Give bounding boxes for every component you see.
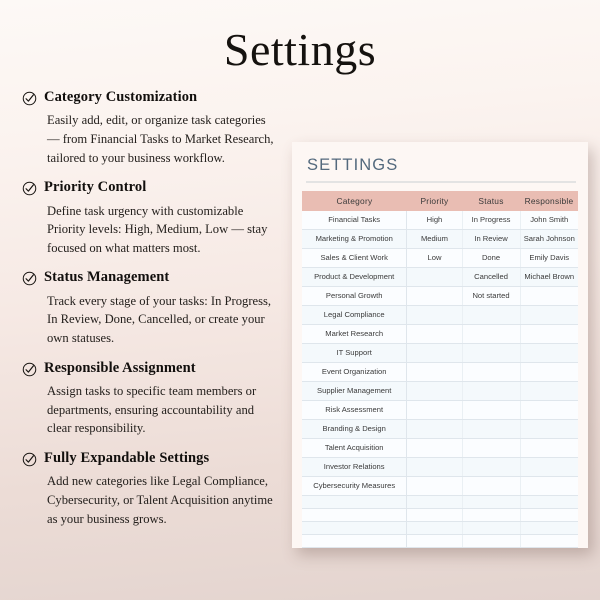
settings-card <box>292 142 588 548</box>
cell-category[interactable]: Risk Assessment <box>302 400 407 419</box>
cell-priority[interactable] <box>407 267 462 286</box>
column-header-category[interactable]: Category <box>302 191 407 211</box>
cell-status[interactable] <box>462 343 520 362</box>
cell-status[interactable] <box>462 521 520 534</box>
cell-responsible[interactable] <box>520 362 578 381</box>
feature-item <box>22 450 280 528</box>
cell-category[interactable]: IT Support <box>302 343 407 362</box>
cell-priority[interactable] <box>407 343 462 362</box>
cell-responsible[interactable] <box>520 495 578 508</box>
cell-responsible[interactable] <box>520 343 578 362</box>
cell-category[interactable]: Marketing & Promotion <box>302 229 407 248</box>
table-row[interactable] <box>302 521 578 534</box>
cell-status[interactable] <box>462 400 520 419</box>
cell-responsible[interactable] <box>520 476 578 495</box>
column-header-responsible[interactable]: Responsible <box>520 191 578 211</box>
cell-priority[interactable] <box>407 508 462 521</box>
cell-category[interactable] <box>302 521 407 534</box>
feature-title: Priority Control <box>44 179 147 196</box>
check-circle-icon <box>22 91 37 106</box>
cell-responsible[interactable] <box>520 286 578 305</box>
cell-category[interactable]: Legal Compliance <box>302 305 407 324</box>
cell-status[interactable] <box>462 324 520 343</box>
feature-title: Status Management <box>44 269 170 286</box>
cell-category[interactable]: Branding & Design <box>302 419 407 438</box>
table-row[interactable] <box>302 343 578 362</box>
feature-item <box>22 89 280 167</box>
table-header-row <box>302 191 578 211</box>
card-title-rule <box>306 181 576 183</box>
settings-table <box>302 191 578 548</box>
cell-responsible[interactable] <box>520 381 578 400</box>
table-row[interactable] <box>302 476 578 495</box>
cell-priority[interactable] <box>407 534 462 547</box>
cell-priority[interactable]: Medium <box>407 229 462 248</box>
feature-header <box>22 179 280 196</box>
column-header-status[interactable]: Status <box>462 191 520 211</box>
table-head <box>302 191 578 211</box>
feature-header <box>22 269 280 286</box>
table-row[interactable] <box>302 305 578 324</box>
feature-title: Fully Expandable Settings <box>44 449 210 466</box>
table-row[interactable] <box>302 457 578 476</box>
cell-priority[interactable] <box>407 521 462 534</box>
cell-category[interactable] <box>302 508 407 521</box>
cell-category[interactable]: Cybersecurity Measures <box>302 476 407 495</box>
cell-category[interactable]: Supplier Management <box>302 381 407 400</box>
cell-responsible[interactable]: Sarah Johnson <box>520 229 578 248</box>
cell-priority[interactable] <box>407 438 462 457</box>
cell-priority[interactable] <box>407 305 462 324</box>
feature-body: Assign tasks to specific team members or departments, ensuring accountability and clear responsibility. <box>47 384 257 436</box>
table-row[interactable] <box>302 286 578 305</box>
cell-category[interactable]: Market Research <box>302 324 407 343</box>
cell-responsible[interactable] <box>520 305 578 324</box>
cell-priority[interactable] <box>407 286 462 305</box>
table-row[interactable] <box>302 400 578 419</box>
cell-priority[interactable] <box>407 400 462 419</box>
feature-title: Responsible Assignment <box>44 359 196 376</box>
check-circle-icon <box>22 362 37 377</box>
cell-category[interactable]: Event Organization <box>302 362 407 381</box>
cell-status[interactable] <box>462 476 520 495</box>
cell-priority[interactable] <box>407 362 462 381</box>
cell-status[interactable]: In Progress <box>462 211 520 230</box>
cell-priority[interactable]: High <box>407 211 462 230</box>
cell-status[interactable]: Cancelled <box>462 267 520 286</box>
cell-priority[interactable] <box>407 381 462 400</box>
table-row[interactable] <box>302 211 578 230</box>
feature-body: Easily add, edit, or organize task categories — from Financial Tasks to Market Research, tailored to your business workflow. <box>47 113 274 165</box>
cell-priority[interactable] <box>407 324 462 343</box>
cell-status[interactable]: In Review <box>462 229 520 248</box>
feature-item <box>22 269 280 347</box>
cell-responsible[interactable] <box>520 508 578 521</box>
cell-category[interactable] <box>302 495 407 508</box>
cell-priority[interactable] <box>407 457 462 476</box>
page-title: Settings <box>223 24 377 75</box>
cell-responsible[interactable] <box>520 534 578 547</box>
feature-item <box>22 360 280 438</box>
cell-status[interactable] <box>462 534 520 547</box>
cell-category[interactable]: Personal Growth <box>302 286 407 305</box>
table-row[interactable] <box>302 362 578 381</box>
cell-status[interactable]: Not started <box>462 286 520 305</box>
feature-header <box>22 450 280 467</box>
card-title: SETTINGS <box>307 155 399 174</box>
feature-item <box>22 179 280 257</box>
cell-category[interactable] <box>302 534 407 547</box>
cell-responsible[interactable] <box>520 419 578 438</box>
table-row[interactable] <box>302 324 578 343</box>
check-circle-icon <box>22 271 37 286</box>
feature-header <box>22 89 280 106</box>
table-row[interactable] <box>302 419 578 438</box>
cell-status[interactable] <box>462 362 520 381</box>
cell-category[interactable]: Product & Development <box>302 267 407 286</box>
cell-status[interactable] <box>462 438 520 457</box>
cell-priority[interactable] <box>407 495 462 508</box>
table-body <box>302 211 578 548</box>
cell-category[interactable]: Investor Relations <box>302 457 407 476</box>
cell-status[interactable] <box>462 305 520 324</box>
table-row[interactable] <box>302 438 578 457</box>
settings-card-column <box>288 89 600 548</box>
cell-responsible[interactable]: John Smith <box>520 211 578 230</box>
table-row[interactable] <box>302 229 578 248</box>
feature-list <box>0 89 288 528</box>
table-row[interactable] <box>302 508 578 521</box>
table-row[interactable] <box>302 495 578 508</box>
cell-category[interactable]: Talent Acquisition <box>302 438 407 457</box>
check-circle-icon <box>22 181 37 196</box>
main-layout <box>0 89 600 548</box>
feature-body: Define task urgency with customizable Priority levels: High, Medium, Low — stay focused on what matters most. <box>47 203 268 255</box>
cell-status[interactable] <box>462 381 520 400</box>
check-circle-icon <box>22 452 37 467</box>
cell-responsible[interactable] <box>520 438 578 457</box>
cell-status[interactable] <box>462 419 520 438</box>
cell-status[interactable] <box>462 457 520 476</box>
table-row[interactable] <box>302 534 578 547</box>
cell-responsible[interactable] <box>520 400 578 419</box>
table-row[interactable] <box>302 381 578 400</box>
cell-responsible[interactable] <box>520 521 578 534</box>
cell-category[interactable]: Financial Tasks <box>302 211 407 230</box>
table-row[interactable] <box>302 248 578 267</box>
cell-priority[interactable]: Low <box>407 248 462 267</box>
cell-status[interactable] <box>462 495 520 508</box>
feature-header <box>22 360 280 377</box>
feature-body: Add new categories like Legal Compliance, Cybersecurity, or Talent Acquisition anytime as your business grows. <box>47 474 273 526</box>
table-row[interactable] <box>302 267 578 286</box>
cell-priority[interactable] <box>407 476 462 495</box>
cell-responsible[interactable]: Emily Davis <box>520 248 578 267</box>
column-header-priority[interactable]: Priority <box>407 191 462 211</box>
cell-responsible[interactable]: Michael Brown <box>520 267 578 286</box>
cell-status[interactable]: Done <box>462 248 520 267</box>
cell-priority[interactable] <box>407 419 462 438</box>
cell-category[interactable]: Sales & Client Work <box>302 248 407 267</box>
feature-body: Track every stage of your tasks: In Progress, In Review, Done, Cancelled, or create your own statuses. <box>47 293 272 346</box>
cell-responsible[interactable] <box>520 324 578 343</box>
cell-status[interactable] <box>462 508 520 521</box>
feature-title: Category Customization <box>44 88 198 105</box>
cell-responsible[interactable] <box>520 457 578 476</box>
